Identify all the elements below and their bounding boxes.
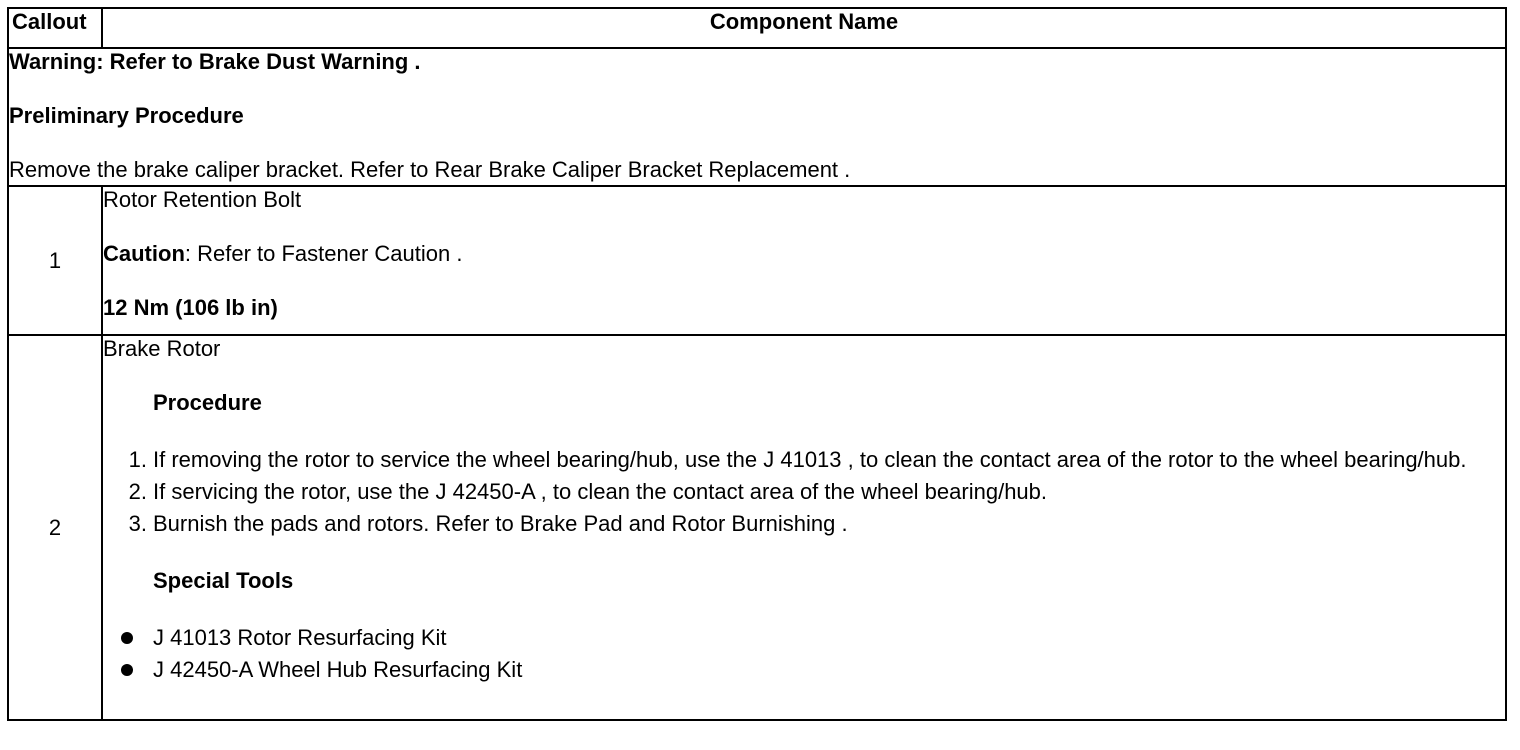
procedure-steps [103,444,1505,540]
step-text: If removing the rotor to service the wheel bearing/hub, use the J 41013 , to clean the contact area of the rotor to the wheel bearing/hub. [153,447,1467,472]
procedure-step [128,444,1505,476]
component-table [7,7,1507,721]
component-cell [102,335,1506,720]
warning-text: : Refer to Brake Dust Warning . [96,49,421,74]
step-text: Burnish the pads and rotors. Refer to Brake Pad and Rotor Burnishing . [153,511,848,536]
component-name: Rotor Retention Bolt [103,187,302,212]
torque-spec: 12 Nm (106 lb in) [103,295,278,320]
procedure-step [128,508,1505,540]
step-number: 1. [128,447,147,472]
step-text: If servicing the rotor, use the J 42450-A , to clean the contact area of the wheel bearing/hub. [153,479,1048,504]
callout-number: 1 [8,186,102,335]
procedure-step [128,476,1505,508]
preliminary-heading: Preliminary Procedure [9,103,244,128]
tool-item [153,654,1505,686]
special-tools-list [103,622,1505,686]
callout-column-header: Callout [8,8,102,48]
step-number: 3. [128,511,147,536]
tool-name: J 41013 Rotor Resurfacing Kit [153,625,447,650]
special-tools-heading: Special Tools [153,568,294,593]
bullet-icon [121,664,133,676]
component-name-column-header: Component Name [102,8,1506,48]
caution-label: Caution [103,241,185,266]
caution-line [103,241,1505,267]
component-cell [102,186,1506,335]
banner-cell [8,48,1506,186]
banner-row [8,48,1506,186]
component-name: Brake Rotor [103,336,221,361]
callout-number: 2 [8,335,102,720]
preliminary-text: Remove the brake caliper bracket. Refer to Rear Brake Caliper Bracket Replacement . [9,157,851,182]
table-header-row [8,8,1506,48]
warning-label: Warning [9,49,97,74]
caution-text: : Refer to Fastener Caution . [184,241,463,266]
table-row [8,186,1506,335]
tool-name: J 42450-A Wheel Hub Resurfacing Kit [153,657,523,682]
table-row [8,335,1506,720]
tool-item [153,622,1505,654]
bullet-icon [121,632,133,644]
procedure-heading: Procedure [153,390,262,415]
step-number: 2. [128,479,147,504]
warning-line [9,49,1505,75]
